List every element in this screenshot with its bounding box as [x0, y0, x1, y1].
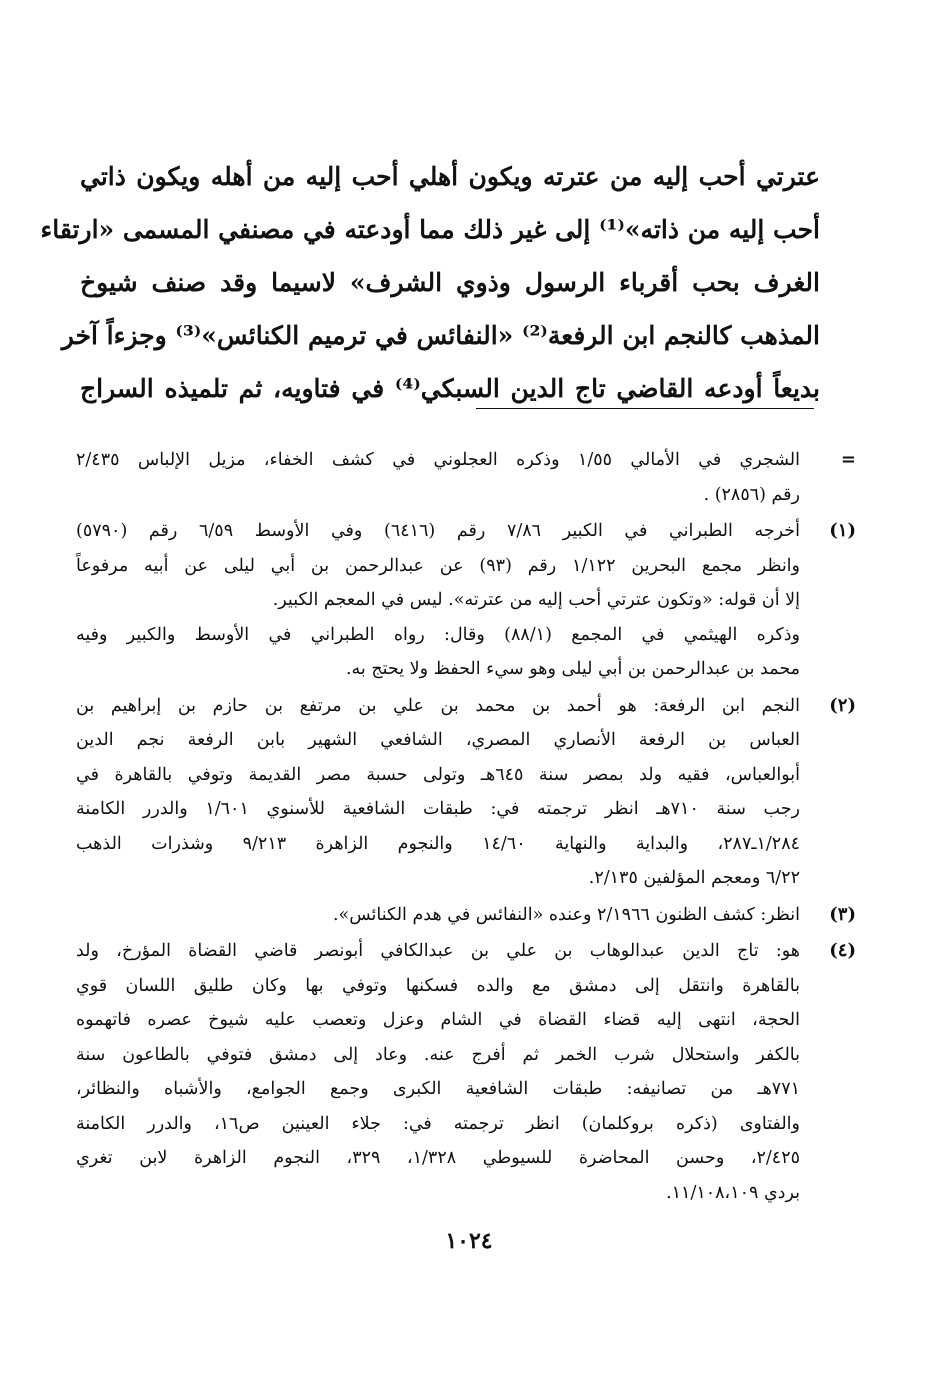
footnote-line: الشجري في الأمالي ١/٥٥ وذكره العجلوني في كشف الخفاء، مزيل الإلباس ٢/٤٣٥	[76, 450, 801, 470]
footnote-1	[76, 514, 856, 687]
footnote-2	[76, 689, 856, 896]
footnote-line: أبوالعباس، فقيه ولد بمصر سنة ٦٤٥هـ وتولى حسبة مصر القديمة وتوفي بالقاهرة في	[76, 764, 800, 785]
main-text-line: الغرف بحب أقرباء الرسول وذوي الشرف» لاسيما وقد صنف شيوخ	[80, 268, 820, 297]
footnote-line: رقم (٢٨٥٦) .	[703, 484, 800, 505]
main-text-line: أحب إليه من ذاته»⁽¹⁾ إلى غير ذلك مما أودعته في مصنفي المسمى «ارتقاء	[40, 215, 820, 244]
footnote-3	[76, 898, 856, 933]
footnote-line: محمد بن عبدالرحمن بن أبي ليلى وهو سيء الحفظ ولا يحتج به.	[345, 659, 800, 679]
footnote-marker: (١)	[829, 520, 856, 541]
footnote-line: أخرجه الطبراني في الكبير ٧/٨٦ رقم (٦٤١٦) وفي الأوسط ٦/٥٩ رقم (٥٧٩٠)	[76, 521, 800, 541]
footnote-marker: =	[840, 449, 856, 470]
page-number: ١٠٢٤	[445, 1228, 493, 1254]
footnote-line: وذكره الهيثمي في المجمع (٨٨/١) وقال: رواه الطبراني في الأوسط والكبير وفيه	[76, 624, 800, 645]
footnote-line: انظر: كشف الظنون ٢/١٩٦٦ وعنده «النفائس في هدم الكنائس».	[332, 904, 800, 925]
footnote-line: الحجة، انتهى إليه قضاء القضاة في الشام وعزل وتعصب عليه شيوخ عصره فاتهموه	[76, 1010, 800, 1030]
footnote-line: والفتاوى (ذكره بروكلمان) انظر ترجمته في: جلاء العينين ص١٦، والدرر الكامنة	[76, 1113, 800, 1134]
footnote-line: النجم ابن الرفعة: هو أحمد بن محمد بن علي بن مرتفع بن حازم بن إبراهيم بن	[76, 695, 800, 716]
footnote-line: ١/٢٨٤ـ٢٨٧، والبداية والنهاية ١٤/٦٠ والنجوم الزاهرة ٩/٢١٣ وشذرات الذهب	[76, 833, 800, 854]
footnote-divider	[476, 408, 814, 409]
footnote-line: رجب سنة ٧١٠هـ انظر ترجمته في: طبقات الشافعية للأسنوي ١/٦٠١ والدرر الكامنة	[76, 799, 801, 819]
footnote-4	[76, 934, 856, 1210]
footnotes-section	[76, 443, 856, 1212]
main-text-line: عترتي أحب إليه من عترته ويكون أهلي أحب إليه من أهله ويكون ذاتي	[80, 162, 820, 191]
footnote-line: ٦/٢٢ ومعجم المؤلفين ٢/١٣٥.	[588, 868, 800, 888]
footnote-continued	[76, 443, 856, 512]
main-text-line: المذهب كالنجم ابن الرفعة⁽²⁾ «النفائس في ترميم الكنائس»⁽³⁾ وجزءاً آخر	[61, 321, 820, 350]
main-text-block	[40, 150, 820, 415]
footnote-line: بالكفر واستحلال شرب الخمر ثم أفرج عنه. وعاد إلى دمشق فتوفي بالطاعون سنة	[76, 1044, 800, 1065]
footnote-marker: (٣)	[829, 903, 856, 925]
footnote-line: وانظر مجمع البحرين ١/١٢٢ رقم (٩٣) عن عبدالرحمن بن أبي ليلى عن أبيه مرفوعاً	[76, 555, 800, 576]
footnote-line: بالقاهرة وانتقل إلى دمشق مع والده فسكنها وتوفي بها وكان طليق اللسان قوي	[76, 975, 800, 996]
footnote-marker: (٤)	[829, 940, 856, 961]
footnote-line: إلا أن قوله: «وتكون عترتي أحب إليه من عترته». ليس في المعجم الكبير.	[272, 590, 800, 610]
footnote-line: ٧٧١هـ من تصانيفه: طبقات الشافعية الكبرى وجمع الجوامع، والأشباه والنظائر،	[76, 1079, 800, 1099]
footnote-line: بردي ١١/١٠٨،١٠٩.	[666, 1182, 800, 1203]
footnote-line: ٢/٤٢٥، وحسن المحاضرة للسيوطي ١/٣٢٨، ٣٢٩، النجوم الزاهرة لابن تغري	[76, 1148, 800, 1168]
main-text-line: بديعاً أودعه القاضي تاج الدين السبكي⁽⁴⁾ في فتاويه، ثم تلميذه السراج	[80, 374, 820, 403]
footnote-line: العباس بن الرفعة الأنصاري المصري، الشافعي الشهير بابن الرفعة نجم الدين	[76, 730, 800, 750]
footnote-marker: (٢)	[829, 694, 856, 716]
footnote-line: هو: تاج الدين عبدالوهاب بن علي بن عبدالكافي أبونصر قاضي القضاة المؤرخ، ولد	[76, 941, 800, 961]
